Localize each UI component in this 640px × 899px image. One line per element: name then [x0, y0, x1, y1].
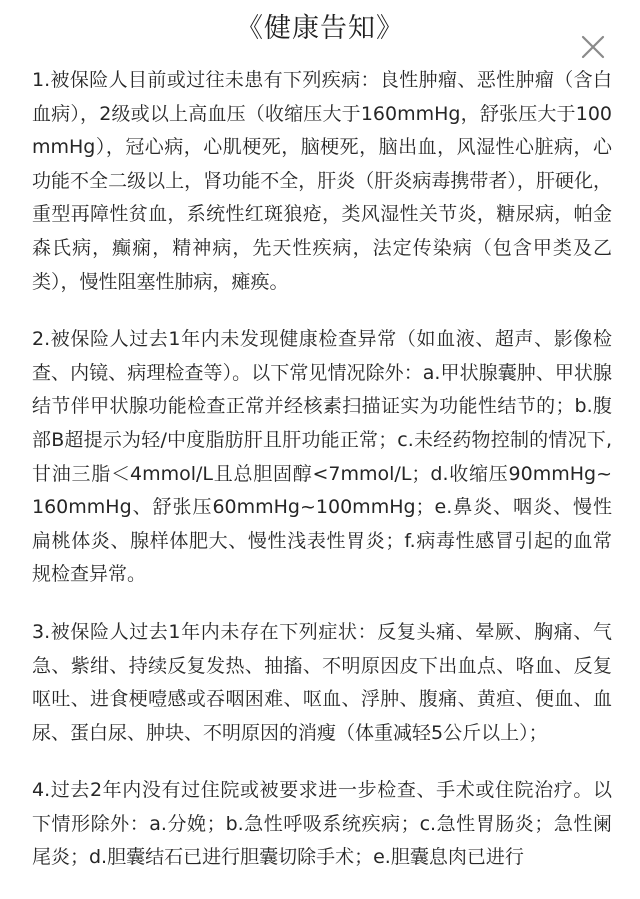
notice-content: [32, 64, 612, 899]
notice-section-1: 1.被保险人目前或过往未患有下列疾病：良性肿瘤、恶性肿瘤（含白血病），2级或以上高血压（收缩压大于160mmHg，舒张压大于100mmHg），冠心病，心肌梗死，脑梗死，脑出血，风湿性心脏病，心功能不全二级以上，肾功能不全，肝炎（肝炎病毒携带者），肝硬化，重型再障性贫血，系统性红斑狼疮，类风湿性关节炎，糖尿病，帕金森氏病，癫痫，精神病，先天性疾病，法定传染病（包含甲类及乙类），慢性阻塞性肺病，瘫痪。: [32, 69, 612, 293]
close-button[interactable]: [580, 34, 606, 60]
close-icon: [580, 34, 606, 60]
notice-section-4: 4.过去2年内没有过住院或被要求进一步检查、手术或住院治疗。以下情形除外：a.分娩；b.急性呼吸系统疾病；c.急性胃肠炎；急性阑尾炎；d.胆囊结石已进行胆囊切除手术；e.胆囊息肉已进行: [32, 779, 612, 869]
notice-section-2: 2.被保险人过去1年内未发现健康检查异常（如血液、超声、影像检查、内镜、病理检查等）。以下常见情况除外：a.甲状腺囊肿、甲状腺结节伴甲状腺功能检查正常并经核素扫描证实为功能性结节的；b.腹部B超提示为轻/中度脂肪肝且肝功能正常；c.未经药物控制的情况下,甘油三脂＜4mmol/L且总胆固醇<7mmol/L；d.收缩压90mmHg~160mmHg、舒张压60mmHg~100mmHg；e.鼻炎、咽炎、慢性扁桃体炎、腺样体肥大、慢性浅表性胃炎；f.病毒性感冒引起的血常规检查异常。: [32, 328, 612, 586]
modal-title: 《健康告知》: [236, 13, 404, 44]
notice-section-3: 3.被保险人过去1年内未存在下列症状：反复头痛、晕厥、胸痛、气急、紫绀、持续反复发热、抽搐、不明原因皮下出血点、咯血、反复呕吐、进食梗噎感或吞咽困难、呕血、浮肿、腹痛、黄疸、便血、血尿、蛋白尿、肿块、不明原因的消瘦（体重减轻5公斤以上）；: [32, 620, 612, 744]
